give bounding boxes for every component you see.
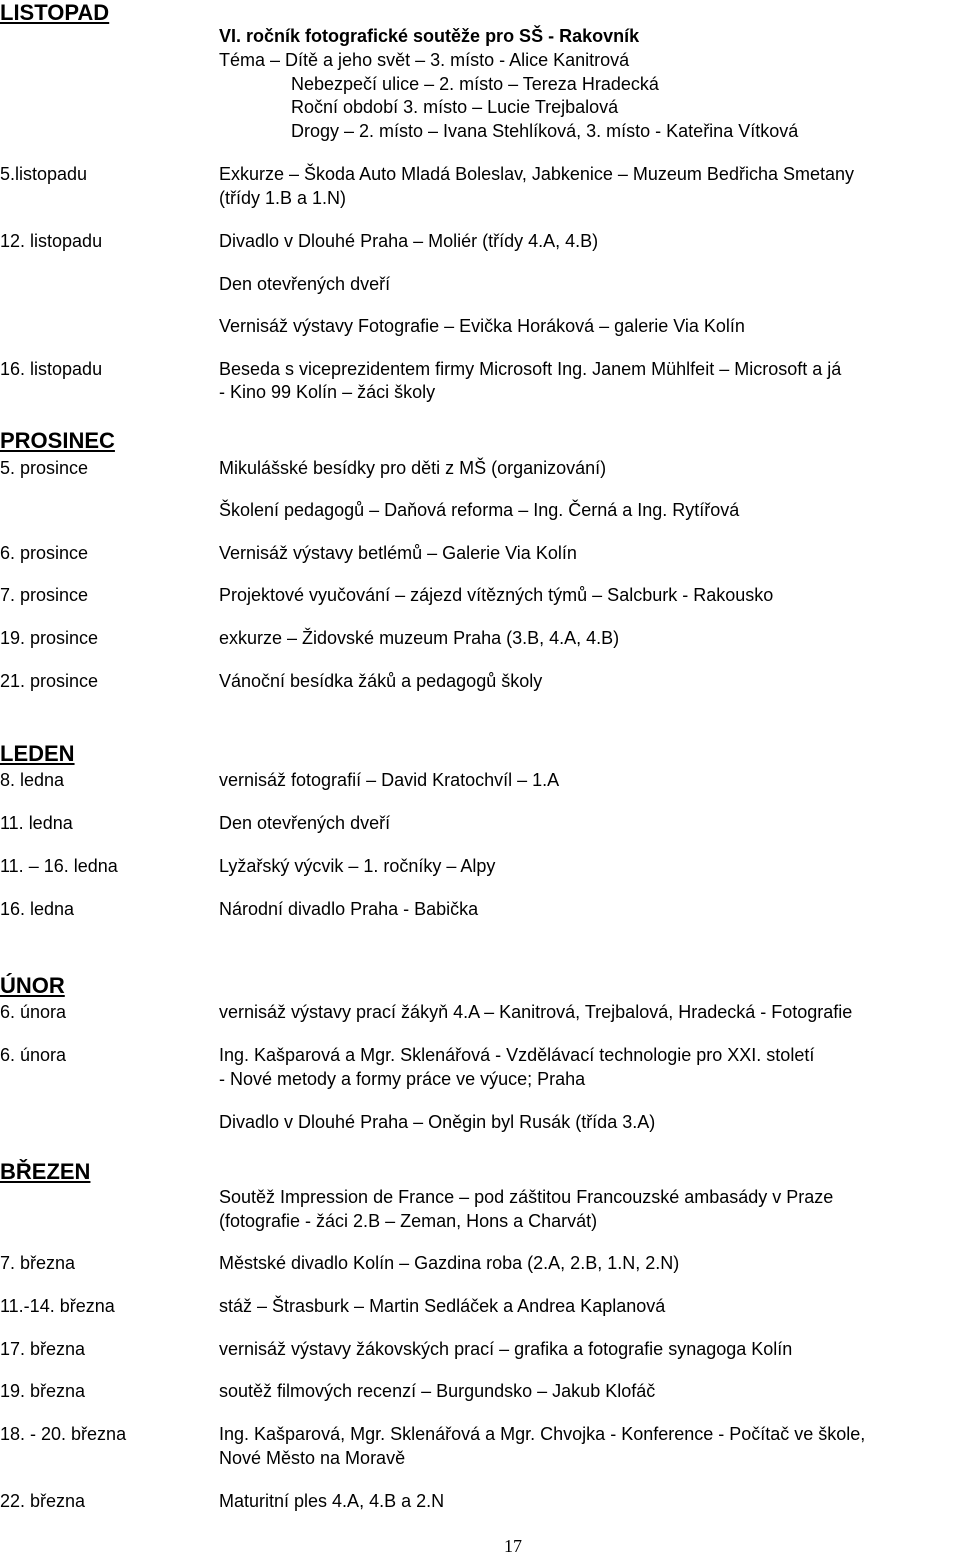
event-date: 5. prosince [0,458,89,478]
event-text: Exkurze – Škoda Auto Mladá Boleslav, Jabkenice – Muzeum Bedřicha Smetany [219,164,855,184]
event-text: Lyžařský výcvik – 1. ročníky – Alpy [219,856,496,876]
event-text: Divadlo v Dlouhé Praha – Moliér (třídy 4.A, 4.B) [219,231,599,251]
event-date: 7. března [0,1253,76,1273]
event-text: Národní divadlo Praha - Babička [219,899,479,919]
event-text: Ing. Kašparová, Mgr. Sklenářová a Mgr. Chvojka - Konference - Počítač ve škole, [219,1424,866,1444]
event-text: soutěž filmových recenzí – Burgundsko – Jakub Klofáč [219,1381,656,1401]
event-date: 6. února [0,1002,67,1022]
event-text: Vernisáž výstavy Fotografie – Evička Horáková – galerie Via Kolín [219,316,745,336]
event-date: 5.listopadu [0,164,88,184]
section-heading-unor: ÚNOR [0,973,65,998]
event-date: 19. března [0,1381,86,1401]
event-text: vernisáž výstavy prací žákyň 4.A – Kanitrová, Trejbalová, Hradecká - Fotografie [219,1002,853,1022]
contest-line: Nebezpečí ulice – 2. místo – Tereza Hradecká [291,74,659,94]
event-text: stáž – Štrasburk – Martin Sedláček a Andrea Kaplanová [219,1296,666,1316]
contest-line: Drogy – 2. místo – Ivana Stehlíková, 3. místo - Kateřina Vítková [291,121,799,141]
event-text: vernisáž výstavy žákovských prací – grafika a fotografie synagoga Kolín [219,1339,793,1359]
event-text: Vernisáž výstavy betlémů – Galerie Via Kolín [219,543,577,563]
event-date: 11. ledna [0,813,73,833]
event-text: Školení pedagogů – Daňová reforma – Ing. Černá a Ing. Rytířová [219,500,740,520]
event-date: 18. - 20. března [0,1424,127,1444]
event-date: 6. února [0,1045,67,1065]
section-heading-leden: LEDEN [0,741,75,766]
event-date: 6. prosince [0,543,89,563]
section-heading-brezen: BŘEZEN [0,1159,91,1184]
contest-title: VI. ročník fotografické soutěže pro SŠ - Rakovník [219,26,640,46]
event-text: Den otevřených dveří [219,813,391,833]
event-date: 8. ledna [0,770,65,790]
event-text: Ing. Kašparová a Mgr. Sklenářová - Vzdělávací technologie pro XXI. století [219,1045,815,1065]
event-text-cont: - Nové metody a formy práce ve výuce; Praha [219,1069,586,1089]
event-date: 16. listopadu [0,359,103,379]
event-text: Městské divadlo Kolín – Gazdina roba (2.A, 2.B, 1.N, 2.N) [219,1253,680,1273]
event-date: 7. prosince [0,585,89,605]
event-text: Mikulášské besídky pro děti z MŠ (organizování) [219,458,607,478]
event-text: Divadlo v Dlouhé Praha – Oněgin byl Rusák (třída 3.A) [219,1112,656,1132]
event-text: Soutěž Impression de France – pod záštitou Francouzské ambasády v Praze [219,1187,834,1207]
event-text: Vánoční besídka žáků a pedagogů školy [219,671,543,691]
event-text: Den otevřených dveří [219,274,391,294]
event-date: 12. listopadu [0,231,103,251]
contest-line: Téma – Dítě a jeho svět – 3. místo - Alice Kanitrová [219,50,630,70]
event-date: 16. ledna [0,899,75,919]
event-date: 11.-14. března [0,1296,115,1316]
contest-line: Roční období 3. místo – Lucie Trejbalová [291,97,619,117]
event-text-cont: - Kino 99 Kolín – žáci školy [219,382,436,402]
event-date: 11. – 16. ledna [0,856,118,876]
event-text: vernisáž fotografií – David Kratochvíl – 1.A [219,770,560,790]
event-date: 22. března [0,1491,86,1511]
event-date: 21. prosince [0,671,99,691]
page-number: 17 [504,1536,522,1556]
event-text: Projektové vyučování – zájezd vítězných týmů – Salcburk - Rakousko [219,585,774,605]
event-text: exkurze – Židovské muzeum Praha (3.B, 4.A, 4.B) [219,628,620,648]
event-text-cont: (třídy 1.B a 1.N) [219,188,347,208]
section-heading-listopad: LISTOPAD [0,0,110,25]
event-date: 19. prosince [0,628,99,648]
event-text: Maturitní ples 4.A, 4.B a 2.N [219,1491,445,1511]
section-heading-prosinec: PROSINEC [0,428,115,453]
event-text-cont: Nové Město na Moravě [219,1448,406,1468]
event-text-cont: (fotografie - žáci 2.B – Zeman, Hons a Charvát) [219,1211,598,1231]
event-date: 17. března [0,1339,86,1359]
event-text: Beseda s viceprezidentem firmy Microsoft Ing. Janem Mühlfeit – Microsoft a já [219,359,842,379]
